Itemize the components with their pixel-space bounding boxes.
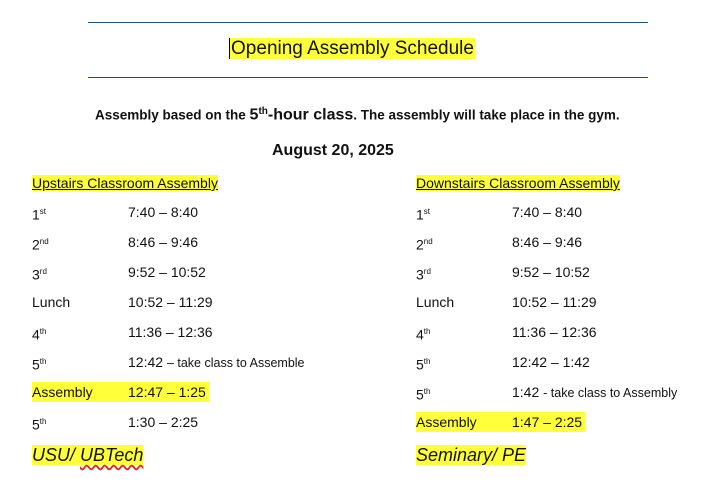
schedule-row bbox=[416, 197, 696, 227]
time-range bbox=[128, 317, 213, 347]
schedule-row bbox=[32, 287, 362, 317]
period-text: Assembly bbox=[416, 414, 477, 430]
period-text: 5 bbox=[32, 356, 40, 373]
schedule-row bbox=[416, 377, 696, 407]
time-range bbox=[512, 227, 582, 257]
time-range bbox=[128, 197, 198, 227]
time-text: 9:52 – 10:52 bbox=[512, 264, 590, 280]
period-label bbox=[416, 257, 431, 290]
upstairs-heading bbox=[32, 173, 362, 197]
period-suffix: st bbox=[39, 207, 47, 216]
period-suffix: th bbox=[423, 357, 431, 366]
time-text: 11:36 – 12:36 bbox=[512, 324, 597, 340]
period-text: 5 bbox=[32, 416, 40, 433]
time-text: 12:47 – 1:25 bbox=[128, 384, 206, 400]
subtitle-num: 5 bbox=[249, 106, 259, 124]
period-text: 5 bbox=[416, 386, 424, 403]
period-text: 1 bbox=[32, 206, 40, 223]
time-range bbox=[128, 287, 213, 317]
period-text: 2 bbox=[32, 236, 40, 253]
period-text: Lunch bbox=[32, 294, 71, 310]
schedule-row bbox=[32, 377, 362, 407]
period-label bbox=[32, 227, 49, 260]
period-label bbox=[32, 377, 93, 407]
time-text: 8:46 – 9:46 bbox=[128, 234, 199, 250]
subtitle bbox=[95, 106, 620, 125]
upstairs-rows bbox=[32, 197, 362, 437]
period-text: Assembly bbox=[32, 384, 93, 400]
time-range bbox=[512, 347, 590, 377]
downstairs-footer bbox=[416, 445, 526, 466]
upstairs-footer bbox=[32, 445, 143, 466]
period-text: 3 bbox=[32, 266, 40, 283]
period-label bbox=[416, 317, 430, 350]
period-label bbox=[32, 317, 46, 350]
bottom-rule bbox=[88, 77, 648, 78]
schedule-row bbox=[32, 407, 362, 437]
time-note: - take class to Assembly bbox=[543, 386, 678, 400]
time-text: 1:47 – 2:25 bbox=[512, 414, 583, 430]
time-text: 1:42 bbox=[512, 384, 544, 400]
title-text: Opening Assembly Schedule bbox=[231, 38, 474, 59]
period-suffix: rd bbox=[39, 267, 47, 276]
time-text: 10:52 – 11:29 bbox=[512, 294, 597, 310]
time-text: 1:30 – 2:25 bbox=[128, 414, 199, 430]
period-label bbox=[32, 347, 46, 380]
upstairs-footer-word: UBTech bbox=[80, 445, 144, 465]
schedule-row bbox=[32, 347, 362, 377]
time-text: 10:52 – 11:29 bbox=[128, 294, 213, 310]
schedule-row bbox=[32, 317, 362, 347]
period-suffix: rd bbox=[423, 267, 431, 276]
schedule-row bbox=[32, 227, 362, 257]
downstairs-column bbox=[416, 173, 696, 437]
period-label bbox=[32, 257, 47, 290]
period-suffix: th bbox=[423, 327, 431, 336]
time-text: 8:46 – 9:46 bbox=[512, 234, 583, 250]
period-suffix: nd bbox=[39, 237, 49, 246]
period-text: Lunch bbox=[416, 294, 455, 310]
time-range bbox=[512, 257, 590, 287]
period-label bbox=[416, 227, 433, 260]
period-text: 5 bbox=[416, 356, 424, 373]
period-label bbox=[416, 347, 430, 380]
schedule-row bbox=[32, 197, 362, 227]
period-label bbox=[32, 407, 46, 440]
time-text: 7:40 – 8:40 bbox=[512, 204, 583, 220]
time-text: 7:40 – 8:40 bbox=[128, 204, 199, 220]
period-suffix: nd bbox=[423, 237, 433, 246]
schedule-row bbox=[416, 257, 696, 287]
schedule-row bbox=[416, 227, 696, 257]
schedule-row bbox=[416, 287, 696, 317]
period-text: 1 bbox=[416, 206, 424, 223]
period-label bbox=[416, 287, 454, 317]
period-text: 4 bbox=[416, 326, 424, 343]
time-range bbox=[512, 317, 597, 347]
schedule-date: August 20, 2025 bbox=[272, 142, 394, 159]
period-label bbox=[416, 197, 430, 230]
time-range bbox=[128, 347, 305, 378]
page-title bbox=[0, 38, 704, 60]
downstairs-footer-text: Seminary/ PE bbox=[416, 445, 527, 465]
period-suffix: th bbox=[39, 327, 47, 336]
period-suffix: st bbox=[423, 207, 431, 216]
subtitle-pre: Assembly based on the bbox=[95, 107, 250, 123]
time-range bbox=[512, 197, 582, 227]
time-range bbox=[512, 377, 677, 408]
schedule-row bbox=[416, 317, 696, 347]
time-range bbox=[128, 377, 206, 407]
period-text: 2 bbox=[416, 236, 424, 253]
time-range bbox=[128, 257, 206, 287]
period-suffix: th bbox=[39, 357, 47, 366]
downstairs-rows bbox=[416, 197, 696, 437]
top-rule bbox=[88, 22, 648, 23]
subtitle-sup: th bbox=[258, 106, 268, 117]
period-text: 3 bbox=[416, 266, 424, 283]
schedule-row bbox=[416, 407, 696, 437]
time-range bbox=[128, 407, 198, 437]
time-range bbox=[128, 227, 198, 257]
upstairs-footer-pre: USU/ bbox=[32, 445, 81, 465]
period-label bbox=[416, 407, 477, 437]
time-text: 9:52 – 10:52 bbox=[128, 264, 206, 280]
period-suffix: th bbox=[39, 417, 47, 426]
subtitle-mid: -hour class bbox=[267, 106, 354, 124]
upstairs-heading-text: Upstairs Classroom Assembly bbox=[32, 175, 218, 191]
schedule-row bbox=[416, 347, 696, 377]
subtitle-post: . The assembly will take place in the gym. bbox=[353, 107, 620, 123]
time-note: – take class to Assemble bbox=[166, 356, 305, 370]
downstairs-heading bbox=[416, 173, 696, 197]
time-text: 12:42 – 1:42 bbox=[512, 354, 590, 370]
period-label bbox=[32, 197, 46, 230]
period-label bbox=[416, 377, 430, 410]
upstairs-column bbox=[32, 173, 362, 437]
time-text: 11:36 – 12:36 bbox=[128, 324, 213, 340]
time-text: 12:42 bbox=[128, 354, 167, 370]
time-range bbox=[512, 287, 597, 317]
time-range bbox=[512, 407, 582, 437]
schedule-row bbox=[32, 257, 362, 287]
period-suffix: th bbox=[423, 387, 431, 396]
period-text: 4 bbox=[32, 326, 40, 343]
downstairs-heading-text: Downstairs Classroom Assembly bbox=[416, 175, 620, 191]
period-label bbox=[32, 287, 70, 317]
